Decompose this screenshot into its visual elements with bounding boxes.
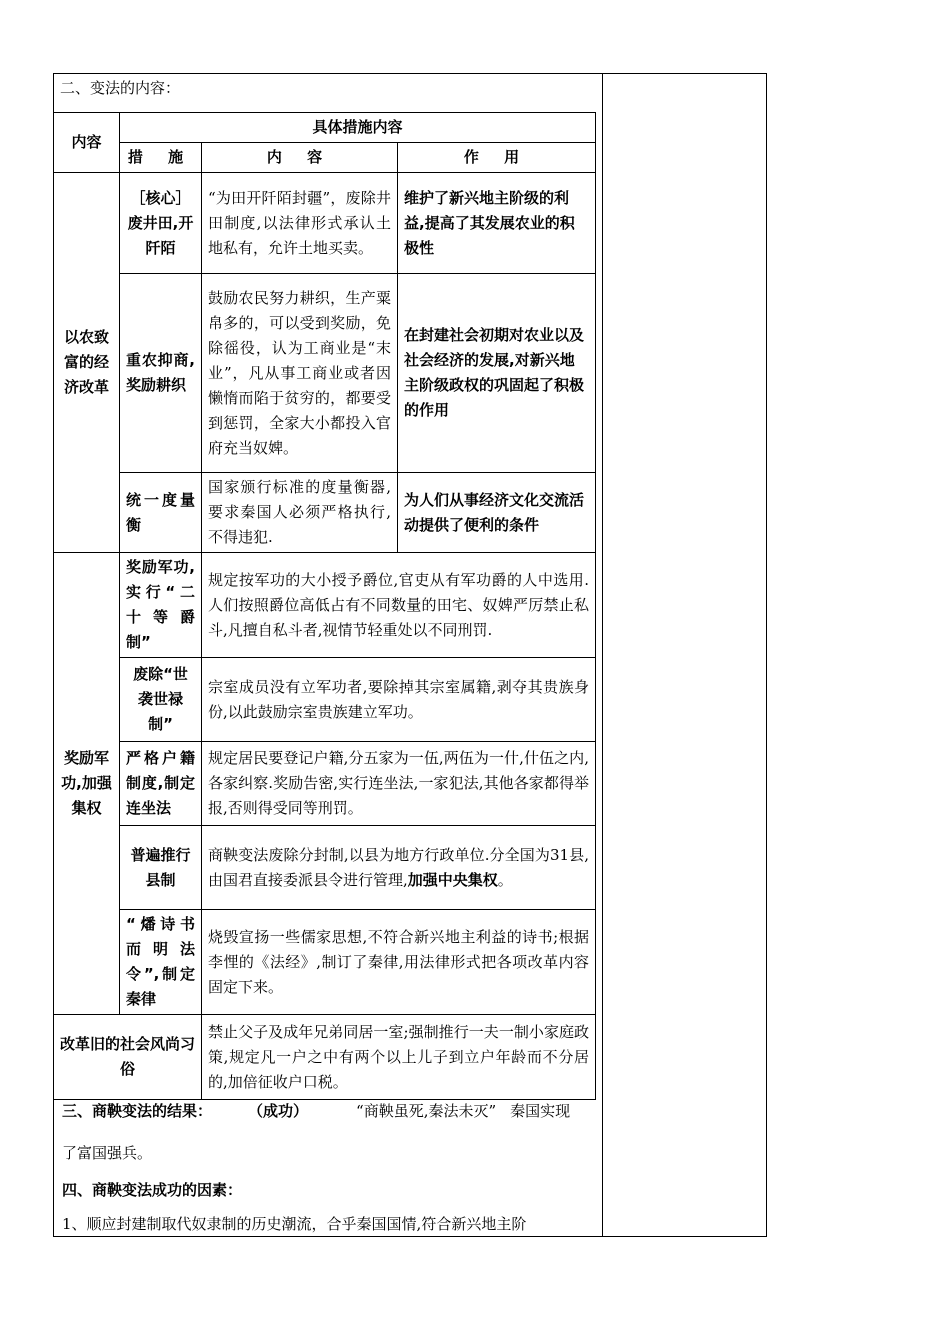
content-household: 规定居民要登记户籍,分五家为一伍,两伍为一什,什伍之内,各家纠察.奖励告密,实行连坐法,一家犯法,其他各家都得举报,否则得受同等刑罚。 [202,742,596,826]
content-county [202,826,596,910]
content-hereditary: 宗室成员没有立军功者,要除掉其宗室属籍,剥夺其贵族身份,以此鼓励宗室贵族建立军功。 [202,658,596,742]
header-content: 内容 [54,113,120,173]
effect-jingtian: 维护了新兴地主阶级的利益,提高了其发展农业的积极性 [398,173,596,274]
group-military: 奖励军功,加强集权 [54,553,120,1015]
measure-hereditary: 废除“世袭世禄制” [120,658,202,742]
measure-agriculture: 重农抑商,奖励耕织 [120,274,202,473]
col-header-content: 内 容 [202,143,398,173]
section3-line2: 了富国强兵。 [62,1144,153,1162]
content-county-text: 商鞅变法废除分封制,以县为地方行政单位.分全国为31县,由国君直接委派县令进行管理, [208,845,590,889]
content-county-end: 。 [497,870,513,889]
section3-tag: （成功） [248,1102,309,1120]
section3-quote: “商鞅虽死,秦法未灭” [356,1102,497,1120]
effect-measures: 为人们从事经济文化交流活动提供了便利的条件 [398,473,596,553]
content-qinlu: 烧毁宣扬一些儒家思想,不符合新兴地主利益的诗书;根据李悝的《法经》,制订了秦律,用法律形式把各项改革内容固定下来。 [202,910,596,1015]
content-county-bold: 加强中央集权 [407,870,498,889]
section4-heading: 四、商鞅变法成功的因素： [62,1181,243,1199]
section2-heading: 二、变法的内容： [60,79,181,97]
measure-jingtian: ［核心］废井田,开阡陌 [120,173,202,274]
measure-qinlu: “燔诗书而明法令”,制定秦律 [120,910,202,1015]
group-economic: 以农致富的经济改革 [54,173,120,553]
measure-measures: 统一度量衡 [120,473,202,553]
section4-item1: 1、顺应封建制取代奴隶制的历史潮流，合乎秦国国情,符合新兴地主阶 [62,1215,527,1233]
content-customs: 禁止父子及成年兄弟同居一室;强制推行一夫一制小家庭政策,规定凡一户之中有两个以上儿子到立户年龄而不分居的,加倍征收户口税。 [202,1015,596,1100]
effect-agriculture: 在封建社会初期对农业以及社会经济的发展,对新兴地主阶级政权的巩固起了积极的作用 [398,274,596,473]
header-specific: 具体措施内容 [120,113,596,143]
content-agriculture: 鼓励农民努力耕织，生产粟帛多的，可以受到奖励，免除徭役，认为工商业是“末业”，凡从事工商业或者因懒惰而陷于贫穷的，都要受到惩罚，全家大小都投入官府充当奴婢。 [202,274,398,473]
content-military-merit: 规定按军功的大小授予爵位,官吏从有军功爵的人中选用.人们按照爵位高低占有不同数量的田宅、奴婢严厉禁止私斗,凡擅自私斗者,视情节轻重处以不同刑罚. [202,553,596,658]
measure-military-merit: 奖励军功,实行“二十等爵制” [120,553,202,658]
measure-household: 严格户籍制度,制定连坐法 [120,742,202,826]
col-header-measure: 措 施 [120,143,202,173]
content-measures: 国家颁行标准的度量衡器,要求秦国人必须严格执行,不得违犯. [202,473,398,553]
section3-heading: 三、商鞅变法的结果： [62,1102,213,1120]
section3-line1 [62,1099,570,1124]
right-column-divider [602,73,603,1237]
group-customs: 改革旧的社会风尚习俗 [54,1015,202,1100]
reform-content-table [53,112,596,1100]
content-jingtian: “为田开阡陌封疆”，废除井田制度,以法律形式承认土地私有，允许土地买卖。 [202,173,398,274]
section3-tail: 秦国实现 [510,1102,571,1120]
measure-county: 普遍推行县制 [120,826,202,910]
col-header-effect: 作 用 [398,143,596,173]
